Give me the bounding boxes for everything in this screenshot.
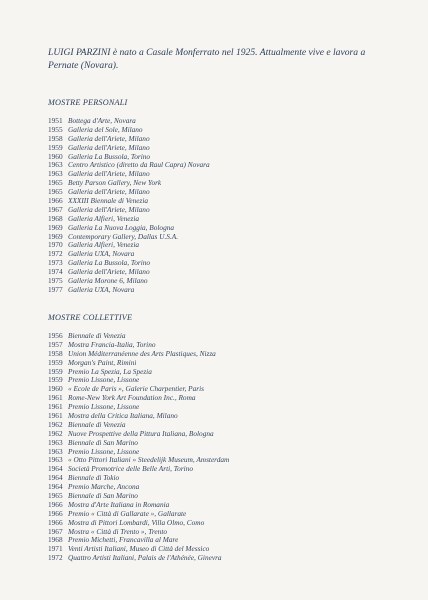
exhibition-year: 1969 bbox=[48, 231, 63, 241]
exhibition-row bbox=[48, 277, 408, 286]
exhibition-row bbox=[48, 170, 408, 179]
exhibition-year: 1972 bbox=[48, 553, 63, 563]
exhibition-year: 1959 bbox=[48, 375, 63, 385]
exhibition-year: 1974 bbox=[48, 267, 63, 277]
exhibition-venue: Rome-New York Art Foundation Inc., Roma bbox=[68, 394, 196, 403]
exhibition-venue: Premio Lissone, Lissone bbox=[68, 403, 140, 412]
exhibition-row bbox=[48, 224, 408, 233]
exhibition-year: 1966 bbox=[48, 196, 63, 206]
exhibition-year: 1955 bbox=[48, 124, 63, 134]
exhibition-year: 1956 bbox=[48, 331, 63, 340]
exhibition-venue: Società Promotrice delle Belle Arti, Torino bbox=[68, 465, 193, 474]
exhibition-venue: XXXIII Biennale di Venezia bbox=[68, 197, 149, 206]
exhibition-row bbox=[48, 439, 408, 448]
exhibition-venue: Premio La Spezia, La Spezia bbox=[68, 367, 152, 376]
exhibition-row bbox=[48, 259, 408, 268]
exhibition-venue: Premio Marche, Ancona bbox=[68, 483, 140, 492]
exhibition-year: 1971 bbox=[48, 544, 63, 554]
exhibition-venue: Galleria dell'Ariete, Milano bbox=[68, 170, 150, 179]
exhibition-venue: « Otto Pittori Italiani » Steedelijk Museum, Amsterdam bbox=[68, 456, 230, 465]
exhibition-row bbox=[48, 554, 408, 563]
exhibition-year: 1962 bbox=[48, 428, 63, 438]
exhibition-year: 1967 bbox=[48, 526, 63, 536]
exhibition-venue: Nuove Prospettive della Pittura Italiana, Bologna bbox=[68, 429, 214, 438]
exhibition-row bbox=[48, 448, 408, 457]
exhibition-venue: Biennale di San Marino bbox=[68, 492, 138, 501]
exhibition-year: 1951 bbox=[48, 116, 63, 125]
exhibition-venue: Betty Parson Gallery, New York bbox=[68, 179, 162, 188]
exhibition-year: 1963 bbox=[48, 455, 63, 465]
exhibition-row bbox=[48, 394, 408, 403]
exhibition-row bbox=[48, 188, 408, 197]
exhibition-year: 1965 bbox=[48, 491, 63, 501]
exhibition-venue: Quattro Artisti Italiani, Palais de l'Athénée, Ginevra bbox=[68, 554, 222, 563]
exhibition-venue: Galleria UXA, Novara bbox=[68, 285, 135, 294]
exhibition-row bbox=[48, 332, 408, 341]
exhibition-row bbox=[48, 528, 408, 537]
exhibition-row bbox=[48, 233, 408, 242]
exhibition-venue: Galleria dell'Ariete, Milano bbox=[68, 268, 150, 277]
exhibition-year: 1962 bbox=[48, 419, 63, 429]
exhibition-year: 1958 bbox=[48, 133, 63, 143]
exhibition-venue: Mostra di Pittori Lombardi, Villa Olmo, Como bbox=[68, 518, 205, 527]
exhibition-year: 1963 bbox=[48, 169, 63, 179]
exhibition-row bbox=[48, 215, 408, 224]
exhibition-venue: Galleria dell'Ariete, Milano bbox=[68, 188, 150, 197]
exhibition-row bbox=[48, 492, 408, 501]
exhibition-row bbox=[48, 536, 408, 545]
exhibition-year: 1961 bbox=[48, 411, 63, 421]
exhibition-row bbox=[48, 359, 408, 368]
exhibition-venue: Galleria dell'Ariete, Milano bbox=[68, 205, 150, 214]
exhibition-row bbox=[48, 474, 408, 483]
exhibition-venue: Centro Artistico (diretto da Raul Capra) Novara bbox=[68, 161, 210, 170]
exhibition-row bbox=[48, 135, 408, 144]
exhibition-year: 1972 bbox=[48, 249, 63, 259]
exhibition-row bbox=[48, 519, 408, 528]
exhibition-venue: Galleria dell'Ariete, Milano bbox=[68, 143, 150, 152]
artist-bio: LUIGI PARZINI è nato a Casale Monferrato nel 1925. Attualmente vive e lavora a Pernate (Novara). bbox=[48, 47, 366, 71]
exhibition-row bbox=[48, 144, 408, 153]
exhibition-row bbox=[48, 350, 408, 359]
exhibition-row bbox=[48, 341, 408, 350]
exhibition-venue: « Ecole de Paris », Galerie Charpentier, Paris bbox=[68, 385, 204, 394]
section-title-collettive: MOSTRE COLLETTIVE bbox=[48, 313, 133, 322]
exhibition-year: 1959 bbox=[48, 142, 63, 152]
exhibition-venue: Morgan's Paint, Rimini bbox=[68, 358, 137, 367]
exhibition-row bbox=[48, 483, 408, 492]
exhibition-year: 1963 bbox=[48, 446, 63, 456]
exhibition-venue: Union Méditerranéenne des Arts Plastiques, Nizza bbox=[68, 349, 216, 358]
exhibition-row bbox=[48, 117, 408, 126]
exhibition-venue: Premio Lissone, Lissone bbox=[68, 376, 140, 385]
list-collettive bbox=[48, 332, 408, 563]
exhibition-year: 1957 bbox=[48, 339, 63, 349]
exhibition-venue: Venti Artisti Italiani, Museo di Città del Messico bbox=[68, 545, 210, 554]
exhibition-year: 1964 bbox=[48, 473, 63, 483]
exhibition-year: 1958 bbox=[48, 348, 63, 358]
exhibition-venue: Biennale di San Marino bbox=[68, 438, 138, 447]
exhibition-year: 1967 bbox=[48, 204, 63, 214]
exhibition-venue: Mostra della Critica Italiana, Milano bbox=[68, 412, 178, 421]
exhibition-venue: Galleria dell'Ariete, Milano bbox=[68, 134, 150, 143]
exhibition-row bbox=[48, 456, 408, 465]
exhibition-row bbox=[48, 510, 408, 519]
exhibition-year: 1975 bbox=[48, 276, 63, 286]
exhibition-year: 1969 bbox=[48, 222, 63, 232]
exhibition-venue: Galleria Morone 6, Milano bbox=[68, 277, 148, 286]
exhibition-row bbox=[48, 501, 408, 510]
exhibition-year: 1966 bbox=[48, 517, 63, 527]
exhibition-row bbox=[48, 465, 408, 474]
section-title-personali: MOSTRE PERSONALI bbox=[48, 98, 128, 107]
exhibition-year: 1960 bbox=[48, 384, 63, 394]
exhibition-venue: Premio Michetti, Francavilla al Mare bbox=[68, 536, 179, 545]
exhibition-row bbox=[48, 430, 408, 439]
exhibition-year: 1964 bbox=[48, 482, 63, 492]
exhibition-venue: Mostra d'Arte Italiana in Romania bbox=[68, 500, 170, 509]
exhibition-venue: Premio Lissone, Lissone bbox=[68, 447, 140, 456]
exhibition-row bbox=[48, 545, 408, 554]
exhibition-row bbox=[48, 403, 408, 412]
exhibition-row bbox=[48, 412, 408, 421]
exhibition-year: 1968 bbox=[48, 535, 63, 545]
exhibition-year: 1977 bbox=[48, 284, 63, 294]
exhibition-row bbox=[48, 250, 408, 259]
exhibition-venue: Premio « Città di Gallarate », Gallarate bbox=[68, 509, 187, 518]
exhibition-venue: Galleria UXA, Novara bbox=[68, 250, 135, 259]
list-personali bbox=[48, 117, 408, 295]
exhibition-row bbox=[48, 197, 408, 206]
exhibition-year: 1963 bbox=[48, 437, 63, 447]
exhibition-venue: Biennale di Tokio bbox=[68, 474, 120, 483]
exhibition-year: 1966 bbox=[48, 499, 63, 509]
exhibition-row bbox=[48, 286, 408, 295]
exhibition-venue: Galleria La Bussola, Torino bbox=[68, 259, 151, 268]
exhibition-year: 1973 bbox=[48, 258, 63, 268]
exhibition-year: 1961 bbox=[48, 393, 63, 403]
exhibition-row bbox=[48, 206, 408, 215]
exhibition-venue: Contemporary Gallery, Dallas U.S.A. bbox=[68, 232, 179, 241]
exhibition-row bbox=[48, 161, 408, 170]
exhibition-row bbox=[48, 376, 408, 385]
exhibition-venue: Biennale di Venezia bbox=[68, 332, 126, 340]
exhibition-row bbox=[48, 126, 408, 135]
exhibition-row bbox=[48, 368, 408, 377]
exhibition-year: 1961 bbox=[48, 402, 63, 412]
exhibition-year: 1965 bbox=[48, 187, 63, 197]
exhibition-venue: Biennale di Venezia bbox=[68, 420, 126, 429]
exhibition-year: 1959 bbox=[48, 366, 63, 376]
exhibition-venue: Galleria Alfieri, Venezia bbox=[68, 241, 140, 250]
exhibition-year: 1965 bbox=[48, 178, 63, 188]
exhibition-year: 1968 bbox=[48, 213, 63, 223]
exhibition-row bbox=[48, 421, 408, 430]
exhibition-venue: Galleria La Nuova Loggia, Bologna bbox=[68, 223, 175, 232]
exhibition-row bbox=[48, 385, 408, 394]
exhibition-year: 1959 bbox=[48, 357, 63, 367]
exhibition-year: 1960 bbox=[48, 151, 63, 161]
exhibition-row bbox=[48, 241, 408, 250]
exhibition-row bbox=[48, 268, 408, 277]
exhibition-row bbox=[48, 179, 408, 188]
exhibition-year: 1970 bbox=[48, 240, 63, 250]
exhibition-venue: Galleria La Bussola, Torino bbox=[68, 152, 151, 161]
exhibition-year: 1964 bbox=[48, 464, 63, 474]
exhibition-year: 1966 bbox=[48, 508, 63, 518]
exhibition-row bbox=[48, 153, 408, 162]
exhibition-venue: Mostra « Città di Trento », Trento bbox=[68, 527, 167, 536]
exhibition-venue: Galleria Alfieri, Venezia bbox=[68, 214, 140, 223]
exhibition-year: 1963 bbox=[48, 160, 63, 170]
exhibition-venue: Mostra Francia-Italia, Torino bbox=[68, 340, 156, 349]
exhibition-venue: Bottega d'Arte, Novara bbox=[68, 117, 136, 125]
exhibition-venue: Galleria del Sole, Milano bbox=[68, 125, 143, 134]
